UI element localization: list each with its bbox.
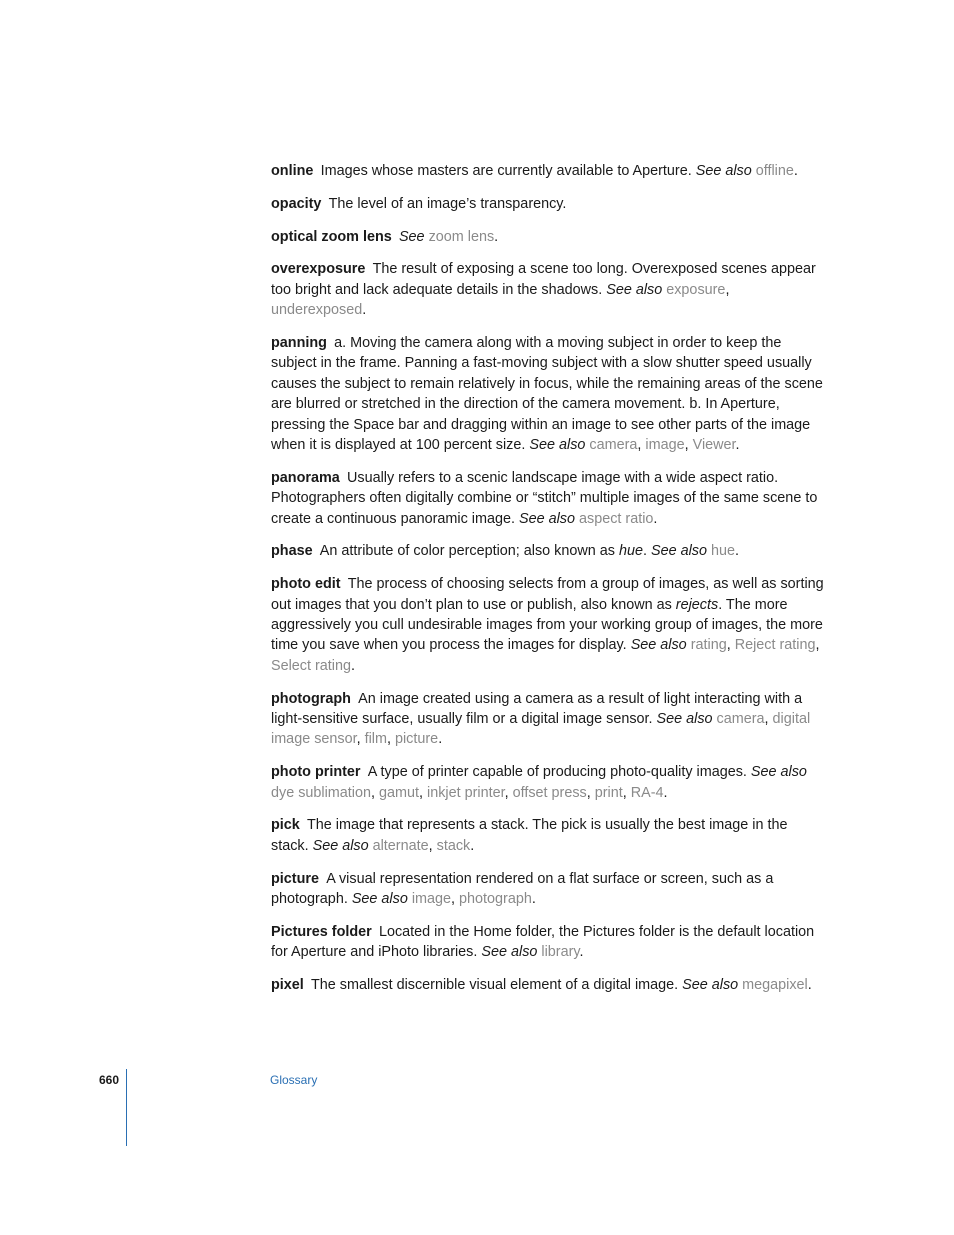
definition-text: ,: [504, 784, 513, 801]
cross-reference-link[interactable]: print: [594, 784, 623, 801]
definition-text: ,: [586, 784, 595, 801]
glossary-term: pixel: [271, 977, 304, 994]
definition-text: .: [470, 837, 475, 854]
cross-reference-link[interactable]: exposure: [666, 281, 726, 298]
glossary-entry: [271, 869, 827, 910]
definition-text: The process of choosing selects from a group of images, as well as sorting out images that you don’t plan to use or publish, also known as: [271, 576, 824, 613]
cross-reference-link[interactable]: gamut: [379, 784, 419, 801]
definition-text: ,: [684, 437, 693, 454]
cross-reference-link[interactable]: alternate: [372, 837, 429, 854]
definition-text: ,: [419, 784, 427, 801]
cross-reference-link[interactable]: offline: [755, 163, 794, 179]
cross-reference-link[interactable]: library: [541, 944, 580, 961]
glossary-entry: [271, 922, 827, 963]
definition-text: ,: [371, 784, 379, 801]
see-also-label: See also: [518, 510, 575, 527]
cross-reference-link[interactable]: image: [411, 891, 452, 908]
cross-reference-link[interactable]: stack: [436, 837, 471, 854]
definition-text: Located in the Home folder, the Pictures folder is the default location for Aperture and iPhoto libraries.: [271, 923, 815, 961]
definition-text: The image that represents a stack. The pick is usually the best image in the stack.: [271, 817, 788, 854]
definition-text: .: [807, 977, 812, 994]
cross-reference-link[interactable]: aspect ratio: [579, 510, 654, 527]
glossary-entry: [271, 333, 827, 455]
see-also-label: See: [398, 228, 425, 245]
cross-reference-link[interactable]: digital image sensor: [271, 711, 811, 748]
see-also-label: rejects: [675, 596, 719, 613]
definition-text: ,: [815, 637, 820, 654]
footer-divider: [126, 1069, 127, 1146]
glossary-entry: [271, 194, 827, 214]
glossary-entry: [271, 574, 827, 676]
definition-text: .: [653, 510, 658, 527]
definition-text: An image created using a camera as a result of light interacting with a light-sensitive surface, usually film or a digital image sensor.: [271, 690, 803, 728]
see-also-label: See also: [606, 281, 663, 298]
cross-reference-link[interactable]: underexposed: [271, 302, 363, 319]
see-also-label: See also: [630, 637, 687, 654]
glossary-term: overexposure: [271, 261, 366, 278]
see-also-label: See also: [695, 163, 752, 179]
cross-reference-link[interactable]: rating: [690, 637, 727, 654]
definition-text: The result of exposing a scene too long. Overexposed scenes appear too bright and lack adequate details in the shadows.: [271, 261, 816, 298]
see-also-label: See also: [656, 711, 713, 728]
definition-text: An attribute of color perception; also known as: [319, 543, 619, 560]
definition-text: .: [579, 944, 584, 961]
cross-reference-link[interactable]: camera: [716, 711, 765, 728]
glossary-term: pick: [271, 817, 300, 834]
cross-reference-link[interactable]: RA-4: [630, 784, 664, 801]
definition-text: ,: [356, 731, 365, 748]
definition-text: .: [362, 302, 367, 319]
cross-reference-link[interactable]: zoom lens: [428, 228, 495, 245]
page-number: 660: [99, 1073, 120, 1087]
see-also-label: See also: [351, 891, 408, 908]
glossary-entry: [271, 541, 827, 561]
glossary-entry: [271, 259, 827, 320]
cross-reference-link[interactable]: offset press: [512, 784, 587, 801]
cross-reference-link[interactable]: film: [364, 731, 387, 748]
glossary-term: picture: [271, 870, 319, 887]
glossary-term: Pictures folder: [271, 923, 372, 940]
glossary-term: optical zoom lens: [271, 228, 392, 245]
definition-text: A visual representation rendered on a flat surface or screen, such as a photograph.: [271, 870, 774, 908]
see-also-label: See also: [312, 837, 369, 854]
cross-reference-link[interactable]: image: [645, 437, 685, 454]
see-also-label: hue: [618, 543, 643, 560]
see-also-label: See also: [682, 977, 739, 994]
cross-reference-link[interactable]: Viewer: [692, 437, 736, 454]
glossary-entry: [271, 468, 827, 529]
definition-text: Usually refers to a scenic landscape image with a wide aspect ratio. Photographers often digitally combine or “stitch” multiple images of the same scene to create a continuous panoramic image.: [271, 469, 818, 527]
definition-text: The smallest discernible visual element of a digital image.: [311, 977, 683, 994]
definition-text: .: [531, 891, 536, 908]
glossary-term: phase: [271, 543, 313, 560]
cross-reference-link[interactable]: megapixel: [742, 977, 808, 994]
glossary-term: panorama: [271, 469, 340, 486]
glossary-term: online: [271, 163, 314, 179]
definition-text: a. Moving the camera along with a moving subject in order to keep the subject in the frame. Panning a fast-moving subject with a slow shutter speed usually causes the subject to remain relatively in focus, while the remaining areas of the scene are blurred or stretched in the direction of the camera movement. b. In Aperture, pressing the Space bar and dragging within an image to see other parts of the image when it is displayed at 100 percent size.: [271, 335, 823, 454]
definition-text: .: [643, 543, 651, 560]
definition-text: .: [494, 228, 499, 245]
glossary-term: photo printer: [271, 764, 361, 781]
see-also-label: See also: [529, 437, 586, 454]
see-also-label: See also: [750, 764, 807, 781]
definition-text: .: [351, 657, 355, 674]
definition-text: . The more aggressively you cull undesirable images from your working group of images, the more time you save when you process the images for display.: [271, 596, 823, 654]
cross-reference-link[interactable]: picture: [394, 731, 439, 748]
definition-text: ,: [637, 437, 646, 454]
glossary-term: photograph: [271, 690, 351, 707]
cross-reference-link[interactable]: inkjet printer: [427, 784, 505, 801]
definition-text: ,: [451, 891, 460, 908]
definition-text: .: [735, 437, 740, 454]
cross-reference-link[interactable]: photograph: [459, 891, 532, 908]
definition-text: ,: [428, 837, 437, 854]
glossary-entry: [271, 227, 827, 247]
cross-reference-link[interactable]: hue: [711, 543, 736, 560]
definition-text: The level of an image’s transparency.: [328, 195, 567, 212]
definition-text: ,: [764, 711, 773, 728]
definition-text: .: [663, 784, 668, 801]
see-also-label: See also: [481, 944, 538, 961]
definition-text: ,: [622, 784, 631, 801]
definition-text: ,: [726, 637, 735, 654]
definition-text: ,: [725, 281, 730, 298]
footer-section-link[interactable]: Glossary: [270, 1073, 318, 1087]
cross-reference-link[interactable]: dye sublimation: [271, 784, 371, 801]
glossary-term: panning: [271, 335, 327, 351]
glossary-entry: [271, 161, 827, 181]
definition-text: .: [735, 543, 740, 560]
definition-text: .: [793, 163, 798, 179]
glossary-entry: [271, 762, 827, 803]
glossary-entry: [271, 975, 827, 995]
cross-reference-link[interactable]: Select rating: [271, 657, 351, 674]
definition-text: Images whose masters are currently available to Aperture.: [320, 163, 696, 179]
see-also-label: See also: [651, 543, 708, 560]
definition-text: ,: [386, 731, 395, 748]
glossary-entry: [271, 689, 827, 750]
cross-reference-link[interactable]: camera: [589, 437, 638, 454]
glossary-term: photo edit: [271, 576, 341, 593]
definition-text: A type of printer capable of producing photo-quality images.: [367, 764, 751, 781]
cross-reference-link[interactable]: Reject rating: [734, 637, 816, 654]
definition-text: .: [438, 731, 443, 748]
glossary-entry: [271, 815, 827, 856]
glossary-entries: [271, 161, 827, 1008]
glossary-term: opacity: [271, 195, 322, 212]
